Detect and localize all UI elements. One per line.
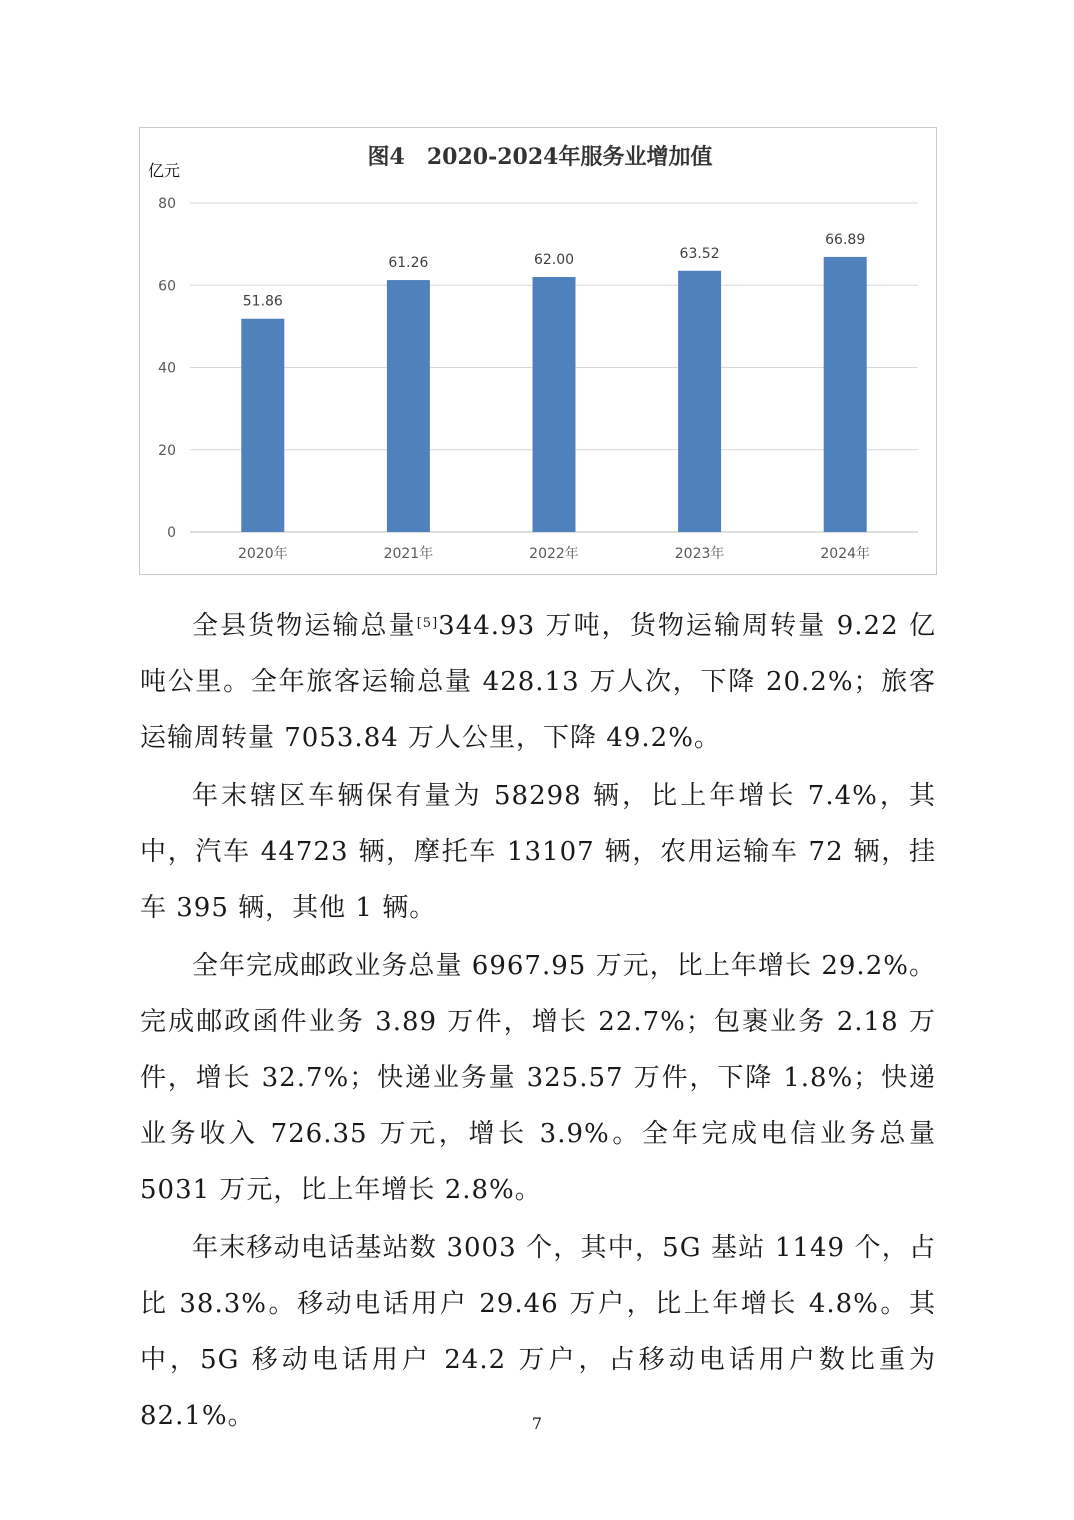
bars	[241, 257, 866, 532]
x-tick-label: 2020年	[237, 546, 288, 562]
service-industry-chart	[139, 127, 937, 575]
data-label: 66.89	[825, 231, 866, 248]
data-label: 61.26	[388, 255, 429, 272]
y-tick-label: 60	[158, 278, 176, 295]
paragraph-mobile: 年末移动电话基站数 3003 个，其中，5G 基站 1149 个，占比 38.3%。移动电话用户 29.46 万户，比上年增长 4.8%。其中，5G 移动电话用户 24.2 万户，占移动电话用户数比重为 82.1%。	[140, 1233, 936, 1431]
x-tick-label: 2021年	[383, 546, 434, 562]
y-tick-label: 80	[158, 196, 176, 212]
page-number: 7	[531, 1414, 543, 1433]
paragraph-transport	[140, 598, 936, 766]
body-text	[140, 598, 936, 1446]
data-label: 63.52	[679, 245, 720, 262]
data-label: 62.00	[533, 252, 575, 269]
chart-title: 图4 2020-2024年服务业增加值	[367, 144, 713, 170]
bar	[533, 277, 576, 532]
bar	[824, 257, 867, 532]
paragraph-transport-rest: 344.93 万吨，货物运输周转量 9.22 亿吨公里。全年旅客运输总量 428.13 万人次，下降 20.2%；旅客运输周转量 7053.84 万人公里，下降 49.2%。	[140, 611, 936, 753]
y-tick-label: 0	[167, 525, 176, 541]
x-tick-labels	[238, 545, 870, 562]
bar	[241, 319, 284, 532]
footnote-ref: [5]	[416, 616, 439, 631]
paragraph-vehicles: 年末辖区车辆保有量为 58298 辆，比上年增长 7.4%，其中，汽车 44723 辆，摩托车 13107 辆，农用运输车 72 辆，挂车 395 辆，其他 1 辆。	[140, 781, 936, 923]
y-tick-label: 20	[158, 442, 176, 459]
paragraph-transport-lead: 全县货物运输总量	[192, 611, 417, 641]
y-axis-unit-label: 亿元	[148, 161, 181, 180]
y-tick-label: 40	[158, 360, 176, 377]
data-label: 51.86	[242, 293, 283, 310]
bar-chart-svg	[140, 128, 938, 576]
bar	[387, 280, 430, 532]
y-tick-labels	[158, 196, 176, 541]
x-tick-label: 2023年	[674, 546, 725, 562]
paragraph-postal: 全年完成邮政业务总量 6967.95 万元，比上年增长 29.2%。完成邮政函件业务 3.89 万件，增长 22.7%；包裹业务 2.18 万件，增长 32.7%；快递业务量 325.57 万件，下降 1.8%；快递业务收入 726.35 万元，增长 3.9%。全年完成电信业务总量 5031 万元，比上年增长 2.8%。	[140, 951, 936, 1205]
bar	[678, 271, 721, 532]
x-tick-label: 2022年	[529, 546, 579, 562]
x-tick-label: 2024年	[820, 546, 871, 562]
